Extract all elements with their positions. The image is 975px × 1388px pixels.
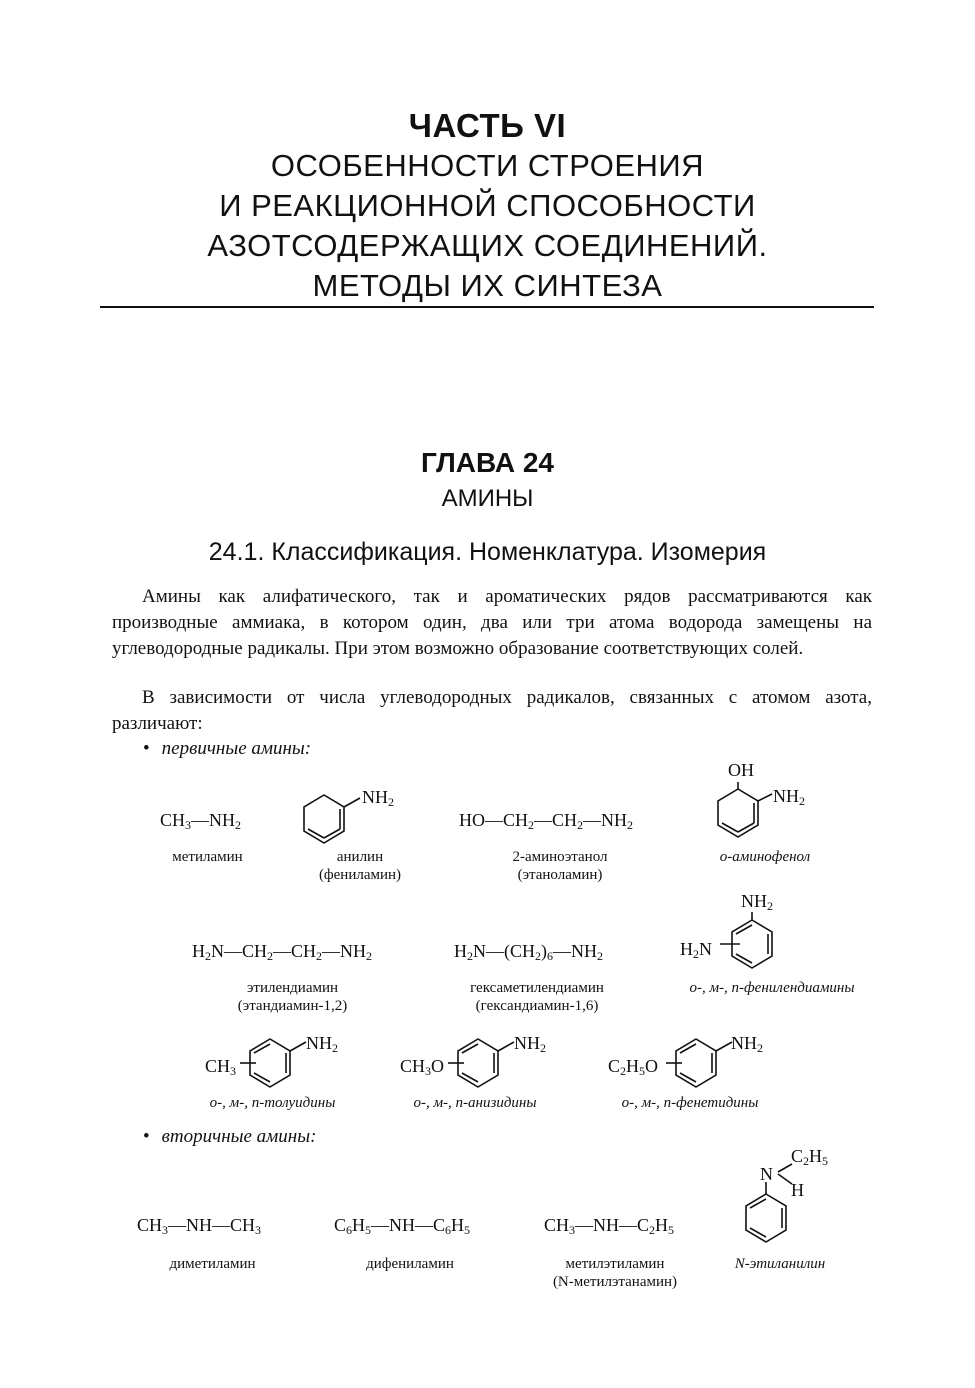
label-dimethylamine: диметиламин xyxy=(169,1256,256,1272)
formula-anisidine-ch3o: $CH_3O$ xyxy=(400,1056,445,1078)
paragraph-1: Амины как алифатического, так и ароматических рядов рассматриваются как производные аммиака, в котором один, два или три атома водорода замещены на углеводородные радикалы. При этом возможно образование соответствующих солей. xyxy=(112,586,872,659)
formula-hexamethylenediamine: $H_2N—(CH_2)_6—NH_2$ xyxy=(454,941,603,963)
label-ethylenediamine-alt: (этандиамин-1,2) xyxy=(237,998,348,1014)
formula-aminoethanol: $HO—CH_2—CH_2—NH_2$ xyxy=(459,810,634,832)
formula-ethylenediamine: $H_2N—CH_2—CH_2—NH_2$ xyxy=(192,941,373,963)
benzene-ring-phenylenediamine xyxy=(718,912,778,974)
formula-aniline-nh2: $NH_2$ xyxy=(362,787,394,809)
formula-ethylaniline-n: N xyxy=(760,1164,773,1184)
benzene-ring-ethylaniline xyxy=(740,1160,810,1250)
formula-dimethylamine: $CH_3—NH—CH_3$ xyxy=(137,1215,262,1237)
part-title-line-3: АЗОТСОДЕРЖАЩИХ СОЕДИНЕНИЙ. xyxy=(207,228,768,263)
formula-methylethylamine: $CH_3—NH—C_2H_5$ xyxy=(544,1215,675,1237)
formula-ethylaniline-h: H xyxy=(791,1180,804,1200)
title-rule xyxy=(100,306,874,308)
benzene-ring-anisidine xyxy=(448,1036,518,1094)
label-ethylenediamine: этилендиамин xyxy=(246,980,339,996)
label-aniline: анилин xyxy=(336,849,384,865)
label-aminoethanol-alt: (этаноламин) xyxy=(517,867,603,883)
label-phenylenediamine: о-, м-, п-фенилендиамины xyxy=(689,980,855,996)
formula-toluidine-nh2: $NH_2$ xyxy=(306,1033,338,1055)
label-phenetidines: о-, м-, п-фенетидины xyxy=(621,1095,759,1111)
formula-phenylenediamine-nh2-top: $NH_2$ xyxy=(741,891,773,913)
formula-phenylenediamine-nh2-left: $H_2N$ xyxy=(680,939,712,961)
benzene-ring-aminophenol xyxy=(714,782,776,842)
part-title-line-1: ОСОБЕННОСТИ СТРОЕНИЯ xyxy=(270,148,705,183)
label-methylamine: метиламин xyxy=(172,849,243,865)
label-hexamethylenediamine-alt: (гександиамин-1,6) xyxy=(475,998,599,1014)
label-aminophenol: о-аминофенол xyxy=(719,849,811,865)
benzene-ring-phenetidine xyxy=(666,1036,736,1094)
chapter-number: ГЛАВА 24 xyxy=(420,447,554,478)
section-title: 24.1. Классификация. Номенклатура. Изомерия xyxy=(208,538,767,566)
label-diphenylamine: дифениламин xyxy=(366,1256,454,1272)
formula-toluidine-ch3: $CH_3$ xyxy=(205,1056,237,1078)
label-ethylaniline: N-этиланилин xyxy=(734,1256,826,1272)
label-methylethylamine: метилэтиламин xyxy=(565,1256,665,1272)
label-aminoethanol: 2-аминоэтанол xyxy=(512,849,608,865)
formula-aminophenol-oh: OH xyxy=(728,760,754,780)
formula-methylamine: $CH_3—NH_2$ xyxy=(160,810,242,832)
paragraph-2: В зависимости от числа углеводородных радикалов, связанных с атомом азота, различают: xyxy=(112,687,872,734)
part-title-line-4: МЕТОДЫ ИХ СИНТЕЗА xyxy=(312,268,663,303)
label-hexamethylenediamine: гексаметилендиамин xyxy=(470,980,604,996)
label-aniline-alt: (фениламин) xyxy=(318,867,402,883)
formula-diphenylamine: $C_6H_5—NH—C_6H_5$ xyxy=(334,1215,471,1237)
formula-anisidine-nh2: $NH_2$ xyxy=(514,1033,546,1055)
bullet-secondary: • вторичные амины: xyxy=(143,1126,317,1147)
label-toluidines: о-, м-, п-толуидины xyxy=(209,1095,336,1111)
formula-ethylaniline-c2h5: $C_2H_5$ xyxy=(791,1146,829,1168)
formula-aminophenol-nh2: $NH_2$ xyxy=(773,786,805,808)
label-methylethylamine-alt: (N-метилэтанамин) xyxy=(552,1274,678,1290)
part-number: ЧАСТЬ VI xyxy=(408,107,567,144)
chapter-title: АМИНЫ xyxy=(441,485,534,512)
formula-phenetidine-nh2: $NH_2$ xyxy=(731,1033,763,1055)
bullet-primary: • первичные амины: xyxy=(143,738,312,759)
benzene-ring-toluidine xyxy=(240,1036,310,1094)
label-anisidines: о-, м-, п-анизидины xyxy=(413,1095,537,1111)
part-title-line-2: И РЕАКЦИОННОЙ СПОСОБНОСТИ xyxy=(219,188,756,223)
formula-phenetidine-c2h5o: $C_2H_5O$ xyxy=(608,1056,659,1078)
benzene-ring-aniline xyxy=(300,792,360,848)
